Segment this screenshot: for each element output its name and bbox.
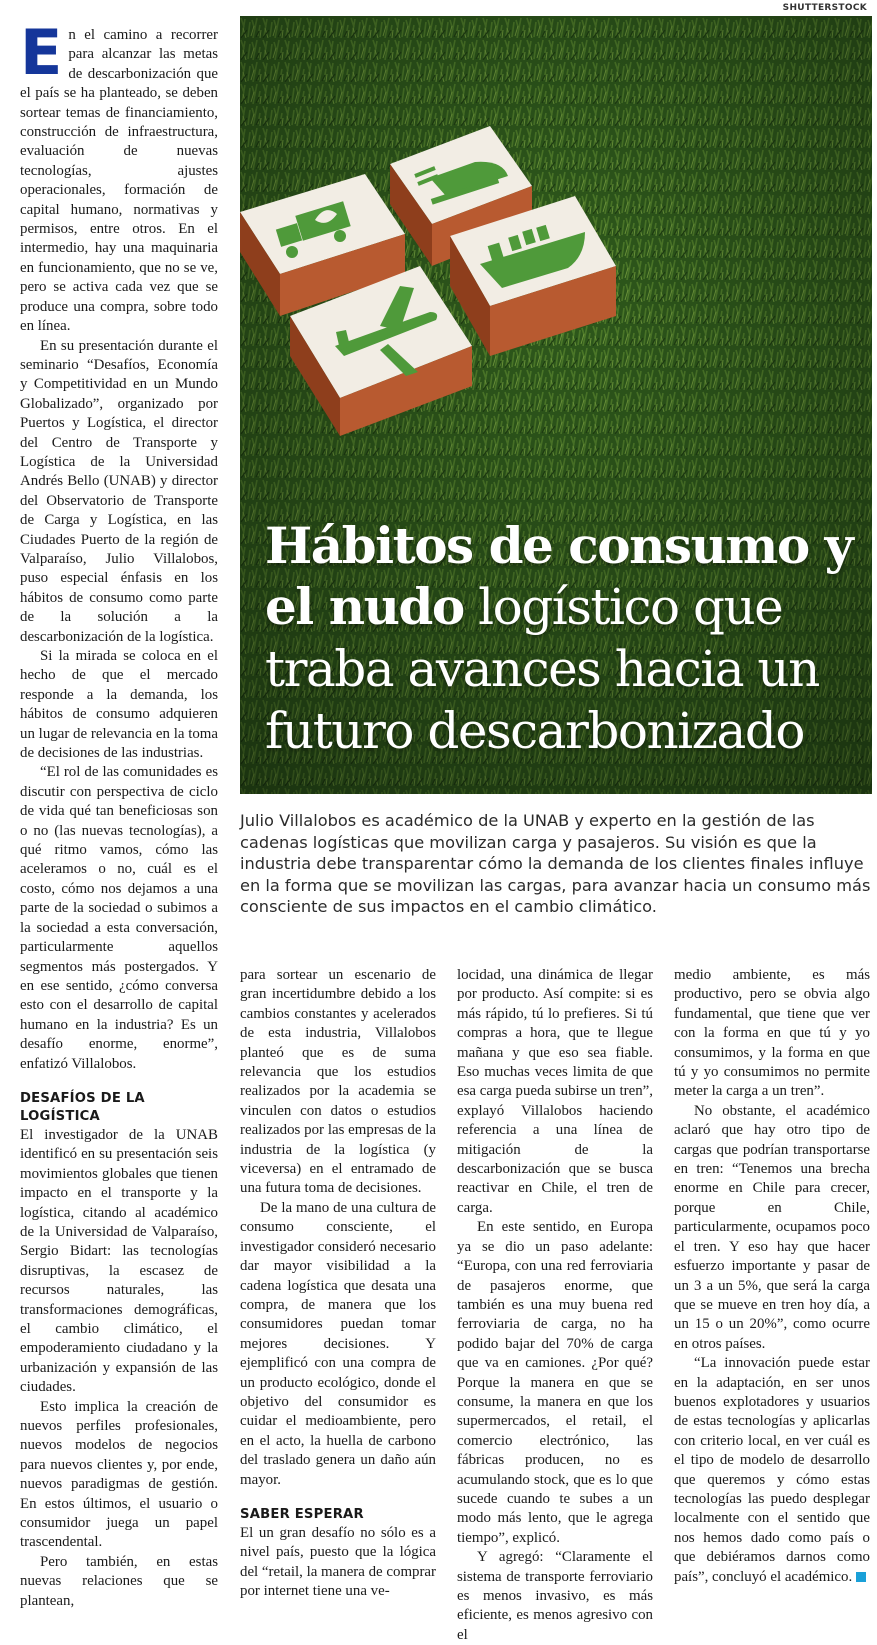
paragraph: El un gran desafío no sólo es a nivel país, puesto que la lógica del “retail, la manera de comprar por internet tiene una ve-: [240, 1524, 436, 1600]
headline: [265, 515, 865, 762]
paragraph: No obstante, el académico aclaró que hay otro tipo de cargas que podrían transportarse en tren: “Tenemos una brecha enorme en Chile para crecer, porque en Chile, particularmente, ocupamos poco el tren. Y eso hay que hacer esfuerzo importante y pasar de un 3 a un 5%, que será la carga que se mueve en tren hoy día, a un 15 o un 20%”, como ocurre en otros países.: [674, 1102, 870, 1352]
headline-bold: Hábitos de consumo y el nudo: [265, 516, 853, 636]
headline-light: logístico que traba avances hacia un futuro descarbonizado: [265, 578, 819, 760]
end-mark-icon: [856, 1572, 866, 1582]
paragraph: Y agregó: “Claramente el sistema de transporte ferroviario es menos invasivo, es más eficiente, es menos agresivo con el: [457, 1549, 653, 1643]
paragraph: medio ambiente, es más productivo, pero se obvia algo fundamental, que tiene que ver con la forma en que tú y yo consumimos, y la forma en que tú y yo consumimos no permite meter la carga a un tren”.: [674, 967, 870, 1100]
deck: Julio Villalobos es académico de la UNAB y experto en la gestión de las cadenas logísticas que movilizan carga y pasajeros. Su visión es que la industria debe transparentar cómo la demanda de los clientes finales influye en la forma que se movilizan las cargas, para avanzar hacia un consumo más consciente de sus impactos en el cambio climático.: [240, 811, 871, 916]
paragraph-lead-text: n el camino a recorrer para alcanzar las metas de descarbonización que el país se ha planteado, se deben sortear temas de financiamiento, construcción de infraestructura, evaluación de nuevas tecnologías, ajustes operacionales, formación de capital humano, normativas y permisos, entre otros. En el intermedio, hay una maquinaria en funcionamiento, que no se ve, pero se activa cada vez que se produce una compra, sobre todo en línea.: [20, 27, 218, 335]
paragraph-lead: [20, 16, 218, 337]
paragraph-final-text: “La innovación puede estar en la adaptación, en ser unos buenos explotadores y usuarios de estas tecnologías y aplicarlas con criterio local, en ver cuál es el tipo de modelo de desarrollo que queremos y cómo estas tecnologías las puedo desplegar localmente con el sentido que nos hemos dado como país o que debiéramos darnos como país”, concluyó el académico.: [674, 1355, 870, 1585]
subhead-desafios: DESAFÍOS DE LA LOGÍSTICA: [20, 1090, 145, 1124]
column-3: [457, 966, 653, 1645]
column-1: [20, 16, 218, 1611]
paragraph: Pero también, en estas nuevas relaciones que se plantean,: [20, 1553, 218, 1609]
paragraph: En este sentido, en Europa ya se dio un paso adelante: “Europa, con una red ferroviaria de pasajeros enorme, que también es una muy buena red ferroviaria de carga, no ha podido bajar del 70% de carga que va en camiones. ¿Por qué? Porque la manera en que se consume, la manera en que los supermercados, el retail, el comercio electrónico, las fábricas producen, no es acumulando stock, que es lo que sucede cuando te subes a un modo más lento, que le agrega tiempo”, explicó.: [457, 1219, 653, 1546]
paragraph: De la mano de una cultura de consumo consciente, el investigador consideró necesario dar mayor visibilidad a la cadena logística que desata una compra, de manera que los consumidores puedan tomar mejores decisiones. Y ejemplificó con una compra de un producto ecológico, donde el objetivo del consumidor es cuidar el medioambiente, pero en el acto, la huella de carbono del traslado genera un daño aún mayor.: [240, 1199, 436, 1488]
column-4: [674, 966, 870, 1587]
column-2: [240, 966, 436, 1602]
paragraph: En su presentación durante el seminario “Desafíos, Economía y Competitividad en un Mundo Globalizado”, organizado por Puertos y Logística, el director del Centro de Transporte y Logística de la Universidad Andrés Bello (UNAB) y director del Observatorio de Transporte de Carga y Logística, en las Ciudades Puerto de la región de Valparaíso, Julio Villalobos, puso especial énfasis en los hábitos de consumo como parte de la solución a la descarbonización de la logística.: [20, 337, 218, 645]
paragraph-final: [674, 1354, 870, 1587]
paragraph: para sortear un escenario de gran incertidumbre debido a los cambios constantes y acelerados de esta industria, Villalobos planteó que es de suma relevancia que los estudios realizados por la academia se vinculen con datos o estudios realizados por las empresas de la industria de la logística (y viceversa) en el entramado de una futura toma de decisiones.: [240, 967, 436, 1197]
subhead-saber-esperar: SABER ESPERAR: [240, 1506, 364, 1522]
photo-credit: SHUTTERSTOCK: [782, 3, 867, 13]
paragraph: “El rol de las comunidades es discutir con perspectiva de ciclo de vida qué tan beneficiosas son o no (las nuevas tecnologías), a qué ritmo vamos, cómo las aceleramos o no, cuál es el costo, cómo nos dejamos a una parte de la sociedad o subimos a la sociedad a esta conversación, particularmente aquellos segmentos más postergados. Y en ese sentido, ¿cómo conversa esto con el desarrollo de capital humano en la industria? Es un desafío enorme, enorme”, enfatizó Villalobos.: [20, 764, 218, 1072]
paragraph: locidad, una dinámica de llegar por producto. Así compite: si es más rápido, tú lo prefieres. Si tú compras a hora, que te llegue mañana y que eso sea fiable. Eso muchas veces limita de que esa carga pueda subirse un tren”, explayó Villalobos haciendo referencia a una línea de mitigación de la descarbonización que se busca reactivar en Chile, el tren de carga.: [457, 967, 653, 1216]
paragraph: El investigador de la UNAB identificó en su presentación seis movimientos globales que tienen impacto en el transporte y la logística, citando al académico de la Universidad de Valparaíso, Sergio Bidart: las tecnologías disruptivas, la escasez de recursos naturales, las transformaciones demográficas, el cambio climático, el empoderamiento ciudadano y la urbanización y expansión de las ciudades.: [20, 1126, 218, 1396]
drop-cap: E: [20, 16, 63, 89]
paragraph: Si la mirada se coloca en el hecho de que el mercado responde a la demanda, los hábitos de consumo adquieren un lugar de relevancia en la toma de decisiones de las industrias.: [20, 648, 218, 762]
paragraph: Esto implica la creación de nuevos perfiles profesionales, nuevos modelos de negocios para nuevos clientes y, por ende, nuevos paradigmas de gestión. En estos últimos, el usuario o consumidor juega un papel trascendental.: [20, 1398, 218, 1551]
